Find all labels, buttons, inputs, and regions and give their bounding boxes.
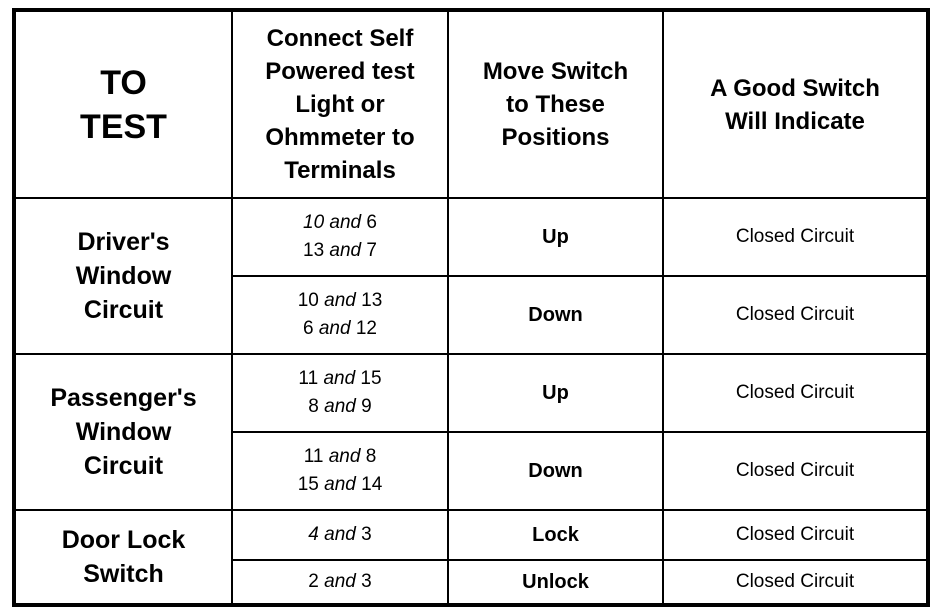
test-label-door-lock-switch: Door Lock Switch [14, 510, 232, 605]
test-label-passengers-window: Passenger's Window Circuit [14, 354, 232, 510]
position-cell: Unlock [448, 560, 663, 605]
header-to-test: TO TEST [14, 10, 232, 198]
result-cell: Closed Circuit [663, 198, 928, 276]
terminals-cell: 4 and 3 [232, 510, 448, 560]
result-cell: Closed Circuit [663, 432, 928, 510]
result-cell: Closed Circuit [663, 510, 928, 560]
switch-test-table [12, 8, 930, 607]
table-row [14, 354, 928, 432]
result-cell: Closed Circuit [663, 354, 928, 432]
position-cell: Up [448, 354, 663, 432]
position-cell: Down [448, 276, 663, 354]
terminals-cell: 10 and 6 13 and 7 [232, 198, 448, 276]
table-row [14, 510, 928, 560]
result-cell: Closed Circuit [663, 276, 928, 354]
position-cell: Up [448, 198, 663, 276]
position-cell: Lock [448, 510, 663, 560]
position-cell: Down [448, 432, 663, 510]
result-cell: Closed Circuit [663, 560, 928, 605]
table-row [14, 198, 928, 276]
terminals-cell: 11 and 8 15 and 14 [232, 432, 448, 510]
header-row [14, 10, 928, 198]
header-move: Move Switch to These Positions [448, 10, 663, 198]
terminals-cell: 10 and 13 6 and 12 [232, 276, 448, 354]
terminals-cell: 2 and 3 [232, 560, 448, 605]
header-good-switch: A Good Switch Will Indicate [663, 10, 928, 198]
terminals-cell: 11 and 15 8 and 9 [232, 354, 448, 432]
test-label-drivers-window: Driver's Window Circuit [14, 198, 232, 354]
header-connect: Connect Self Powered test Light or Ohmmeter to Terminals [232, 10, 448, 198]
